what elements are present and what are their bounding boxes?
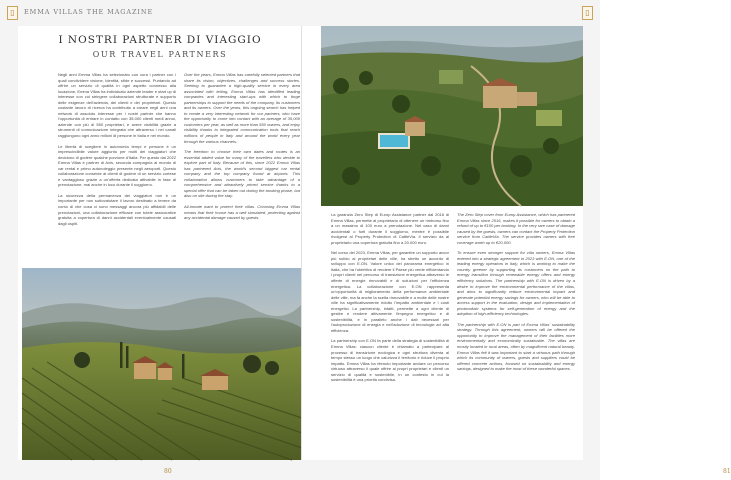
english-text-column [184,72,300,226]
page-number: 80 [164,468,172,475]
paragraph: The partnership with E.ON is part of Emma Villas' sustainability strategy. Through this agreement, owners will be offered the opportunity to improve the management of their facilities more environmentally and economically sustainable. The villas are mostly located in rural areas, often by magnificent natural beauty. Emma Villas felt it was important to start a virtuous path through which its community of owners, guests and suppliers could be offered concrete actions, focused on sustainability and energy savings, designed to make the most of these wonderful spaces. [457,321,575,372]
paragraph: Over the years, Emma Villas has carefully selected partners that share its vision, objectives, challenges and success stories. Seeking to guarantee a high-quality service in every area associated with letting, Emma Villas has identified leading companies and interesting start-ups with which to forge partnerships to support the needs of the company, its customers and its owners. Over the years, this ongoing search has helped to create a very interesting network for our partners, who have the opportunity to come into contact with an average of 35,000 customers per year, as well as more than 550 owners, and enjoy visibility thanks to integrated communication tools that reach millions of people in Italy and around the world every year through the various channels. [184,72,300,144]
viewer-topbar [0,0,600,26]
paragraph: Nel corso del 2023, Emma Villas, per garantire un supporto ancor più solido ai proprietari delle ville, ha stretto un accordo di sviluppo con E.ON. Valore unico del panorama energetico in Italia, che ha l'obiettivo di rendere il Paese più verde efficientando i propri clienti nel percorso di transizione energetica attraverso le offerte di energie rinnovabili e di soluzioni per l'efficienza energetica. La collaborazione con E.ON rappresenta un'opportunità di miglioramento della performance ambientale delle ville, ma fa anche la scelta rinnovabile e a molte delle nostre ville ha significativamente ridotto l'impatto ambientale e i costi energetici. La partnership, infatti, permette a ogni cliente di gestire e rendere attivamente l'impegno energetico e di sostenibilità, e in parallelo anche i dati necessari per l'autoproduzione di energia e nell'adozione di tecnologie ad alta efficienza. [331,250,449,333]
magazine-title: EMMA VILLAS THE MAGAZINE [24,8,154,16]
aerial-estate-image [321,26,583,206]
paragraph: Le libertà di scegliere in autonomia tempi e persone è un imprescindibile valore aggiunto per molti dei viaggiatori che decidono di godere qualche porzione d'Italia. Per questo dal 2022 Emma Villas è partner di Avis, seconda compagnia al mondo di car rental e primo autonoleggio presente negli aeroporti. Questo collaborazione consente ai clienti di godere di un servizio cortese e vantaggioso grazie a un'offerta dedicata attivabile in fase di prenotazione, mai anche in loco durante il soggiorno. [58,143,176,188]
paragraph: All-inmate want to protect their villas. Choosing Emma Villas means that their house has a well simulated, protecting against any accidental damage caused by guests. [184,204,300,221]
paragraph: The freedom to choose their own dates and routes is an essential added value for many of the travellers who decide to explore part of Italy. Because of this, since 2022 Emma Villas has partnered Avis, the world's second biggest car rental company and the top company found at airports. This collaboration allows customers to take advantage of a comprehensive and attractively priced service thanks to a special offer that can be taken out during the booking phase, but also on site during the stay. [184,149,300,199]
italian-text-column [58,72,176,231]
left-page [18,26,302,475]
paragraph: Negli anni Emma Villas ha selezionato con cura i partner con i quali condividere visione, identità, sfide e successi. Puntando ad offrire un servizio di qualità in ogni aspetto connesso alla locazione, Emma Villas ha individuato aziende leader e start up di interesse con cui stringere collaborazioni strutturate e supporto delle esigenze dell'azienda, dei clienti e dei proprietari. Questo costante lavoro di ricerca ha contribuito a creare negli anni una network di assoluto interesse per i nostri partner che hanno l'opportunità di entrare in contatto con 35.000 clienti medi annui, aziende con più di 550 proprietari, e avere visibilità grazie a strumenti di comunicazione integrata che attraverso i nei canali raggiungono ogni anno milioni di persone in Italia e nel mondo. [58,72,176,139]
paragraph: To ensure even stronger support for villa owners, Emma Villas entered into a strategic agreement in 2023 with E.ON, one of the leading energy operators in Italy, which is working to make the country greener by supporting its customers on the path to energy transition through renewable energy offers and energy efficiency solutions. The partnership with E.ON is driven by a desire to improve the environmental performance of the villas, and aims to significantly reduce environmental impact and generate potential energy savings for owners, who will be able to access support in the evaluation, design and implementation of photovoltaic systems for self-generation of energy and the adoption of high-efficiency technologies. [457,250,575,317]
paragraph: The Zero Step cover from Europ Assistance, which has partnered Emma Villas since 2016, makes it possible for owners to obtain a refund of up to €100 per booking. In the very rare case of damage caused by the guests, owners can contact the Property Protection service from CattleVia. The service provides owners with free coverage worth up to €20,000. [457,212,575,245]
aerial-villa-photo [321,26,583,206]
right-page [302,26,731,475]
article-headline: I NOSTRI PARTNER DI VIAGGIO [58,34,262,46]
article-subheadline: OUR TRAVEL PARTNERS [92,50,228,59]
page-icon: ▯ [585,8,590,17]
italian-text-column [331,212,449,388]
english-text-column [457,212,575,377]
paragraph: La sicurezza della permanenza dei viaggiatori non è un importante per non sottovalutare il lavoro destinato a tenere da conto di che cosa ci sono messaggi ancora più affidabili delle prenotazioni, una collaborazione efficace con tutele assicurative gratuita a copertura di danni accidentali eventualmente causati dagli ospiti. [58,192,176,226]
vineyard-photo [22,268,302,460]
left-page-icon[interactable] [7,6,18,20]
page-number: 81 [723,468,731,475]
vineyard-landscape-image [22,268,302,460]
right-page-icon[interactable] [582,6,593,20]
page-icon: ▯ [10,8,15,17]
paragraph: La garanzia Zero Step di Europ Assistance partner dal 2016 di Emma Villas, permette al proprietario di ottenere un rimborso fino a un massimo di 100 euro a prenotazione. Nel caso di danni accidentali o furti durante il soggiorno, mentre è possibile rivolgersi al Property Protection di CattleVia. Il servizio da al proprietario una copertura gratuita fino a 20.000 euro. [331,212,449,245]
paragraph: La partnership con E.ON fa parte della strategia di sostenibilità di Emma Villas: ciascun cliente è chiamato a partecipare al processo di transizione ecologica e ogni struttura diventa al tempo stesso un luogo che valorizza il territorio e riduce il proprio impatto. Emma Villas ha ritenuto importante avviare un percorso virtuoso attraverso il quale offrire ai propri proprietari e clienti un servizio di qualità e sostenibile, in un contesto in cui la sostenibilità è una priorità condivisa. [331,338,449,383]
